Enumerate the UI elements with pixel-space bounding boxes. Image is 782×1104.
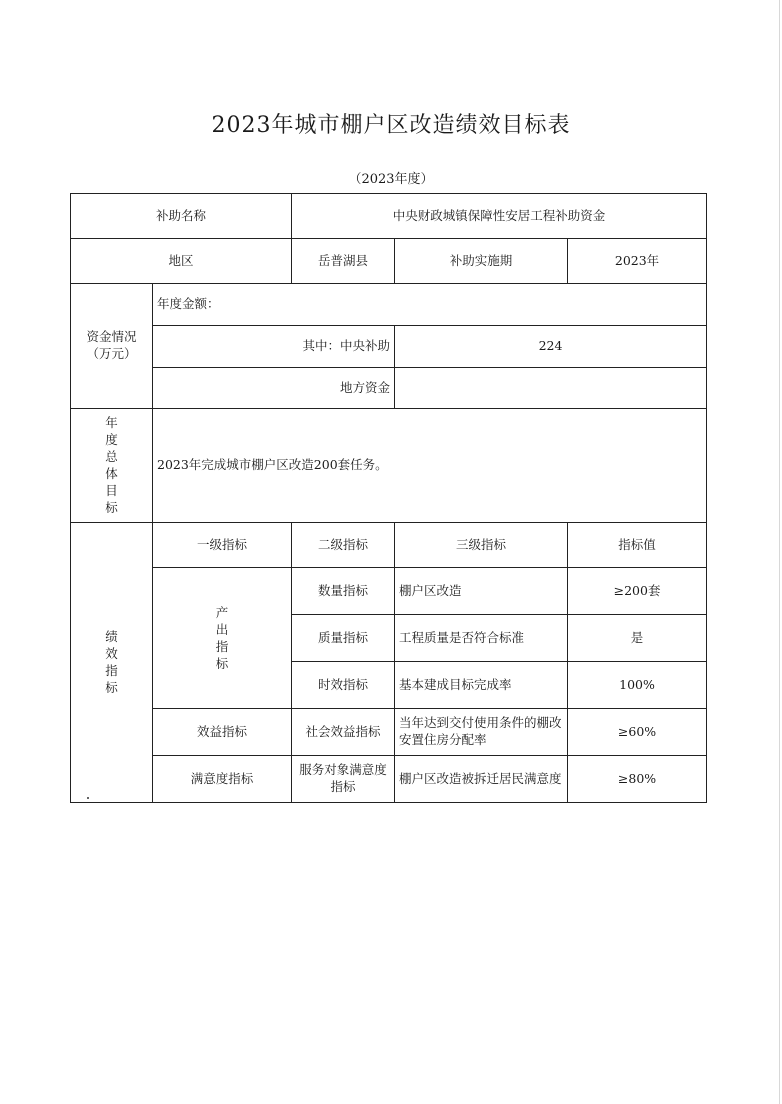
scan-speck: [87, 797, 89, 799]
output-indicators-label: [153, 568, 292, 709]
indicator-row: [71, 568, 707, 615]
row-level2: 质量指标: [292, 615, 395, 662]
page-subtitle: （2023年度）: [348, 172, 434, 187]
annual-goal-row: [71, 409, 707, 523]
satisfaction-level3: 棚户区改造被拆迁居民满意度: [395, 756, 568, 803]
benefit-level2: 社会效益指标: [292, 709, 395, 756]
funds-label: 资金情况（万元）: [71, 284, 153, 409]
header-level2: 二级指标: [292, 523, 395, 568]
annual-amount-label-text: 年度金额：: [157, 296, 220, 312]
local-funds-label: 地方资金: [153, 368, 395, 409]
performance-indicators-label: [71, 523, 153, 803]
header-level1: 一级指标: [153, 523, 292, 568]
row-level3: 基本建成目标完成率: [395, 662, 568, 709]
satisfaction-row: [71, 756, 707, 803]
satisfaction-level2: 服务对象满意度指标: [292, 756, 395, 803]
subsidy-name-row: [71, 194, 707, 239]
indicator-header-row: [71, 523, 707, 568]
local-funds-value: [395, 368, 707, 409]
row-level2: 时效指标: [292, 662, 395, 709]
period-value: 2023年: [568, 239, 707, 284]
region-label: 地区: [71, 239, 292, 284]
output-indicators-label-text: 产出指标: [215, 604, 229, 671]
benefit-row: [71, 709, 707, 756]
row-value: 100%: [568, 662, 707, 709]
page-title: 2023年城市棚户区改造绩效目标表: [211, 113, 571, 138]
header-value: 指标值: [568, 523, 707, 568]
local-funds-row: [71, 368, 707, 409]
central-funds-label: 其中：中央补助: [153, 326, 395, 368]
performance-target-table: [70, 193, 707, 803]
central-funds-row: [71, 326, 707, 368]
annual-goal-label: [71, 409, 153, 523]
annual-amount-label: [153, 284, 707, 326]
satisfaction-level1: 满意度指标: [153, 756, 292, 803]
header-level3: 三级指标: [395, 523, 568, 568]
satisfaction-value: ≥80%: [568, 756, 707, 803]
row-level2: 数量指标: [292, 568, 395, 615]
period-label: 补助实施期: [395, 239, 568, 284]
region-row: [71, 239, 707, 284]
benefit-value: ≥60%: [568, 709, 707, 756]
subsidy-name-label: 补助名称: [71, 194, 292, 239]
row-value: ≥200套: [568, 568, 707, 615]
scan-edge: [779, 0, 780, 1104]
region-value: 岳普湖县: [292, 239, 395, 284]
benefit-level1: 效益指标: [153, 709, 292, 756]
performance-indicators-label-text: 绩效指标: [105, 629, 118, 696]
subsidy-name-value: 中央财政城镇保障性安居工程补助资金: [292, 194, 707, 239]
annual-goal-label-text: 年度总体目标: [105, 415, 118, 516]
central-funds-value: 224: [395, 326, 707, 368]
row-level3: 工程质量是否符合标准: [395, 615, 568, 662]
benefit-level3: 当年达到交付使用条件的棚改安置住房分配率: [395, 709, 568, 756]
row-value: 是: [568, 615, 707, 662]
annual-amount-row: [71, 284, 707, 326]
row-level3: 棚户区改造: [395, 568, 568, 615]
annual-goal-text: 2023年完成城市棚户区改造200套任务。: [153, 409, 707, 523]
